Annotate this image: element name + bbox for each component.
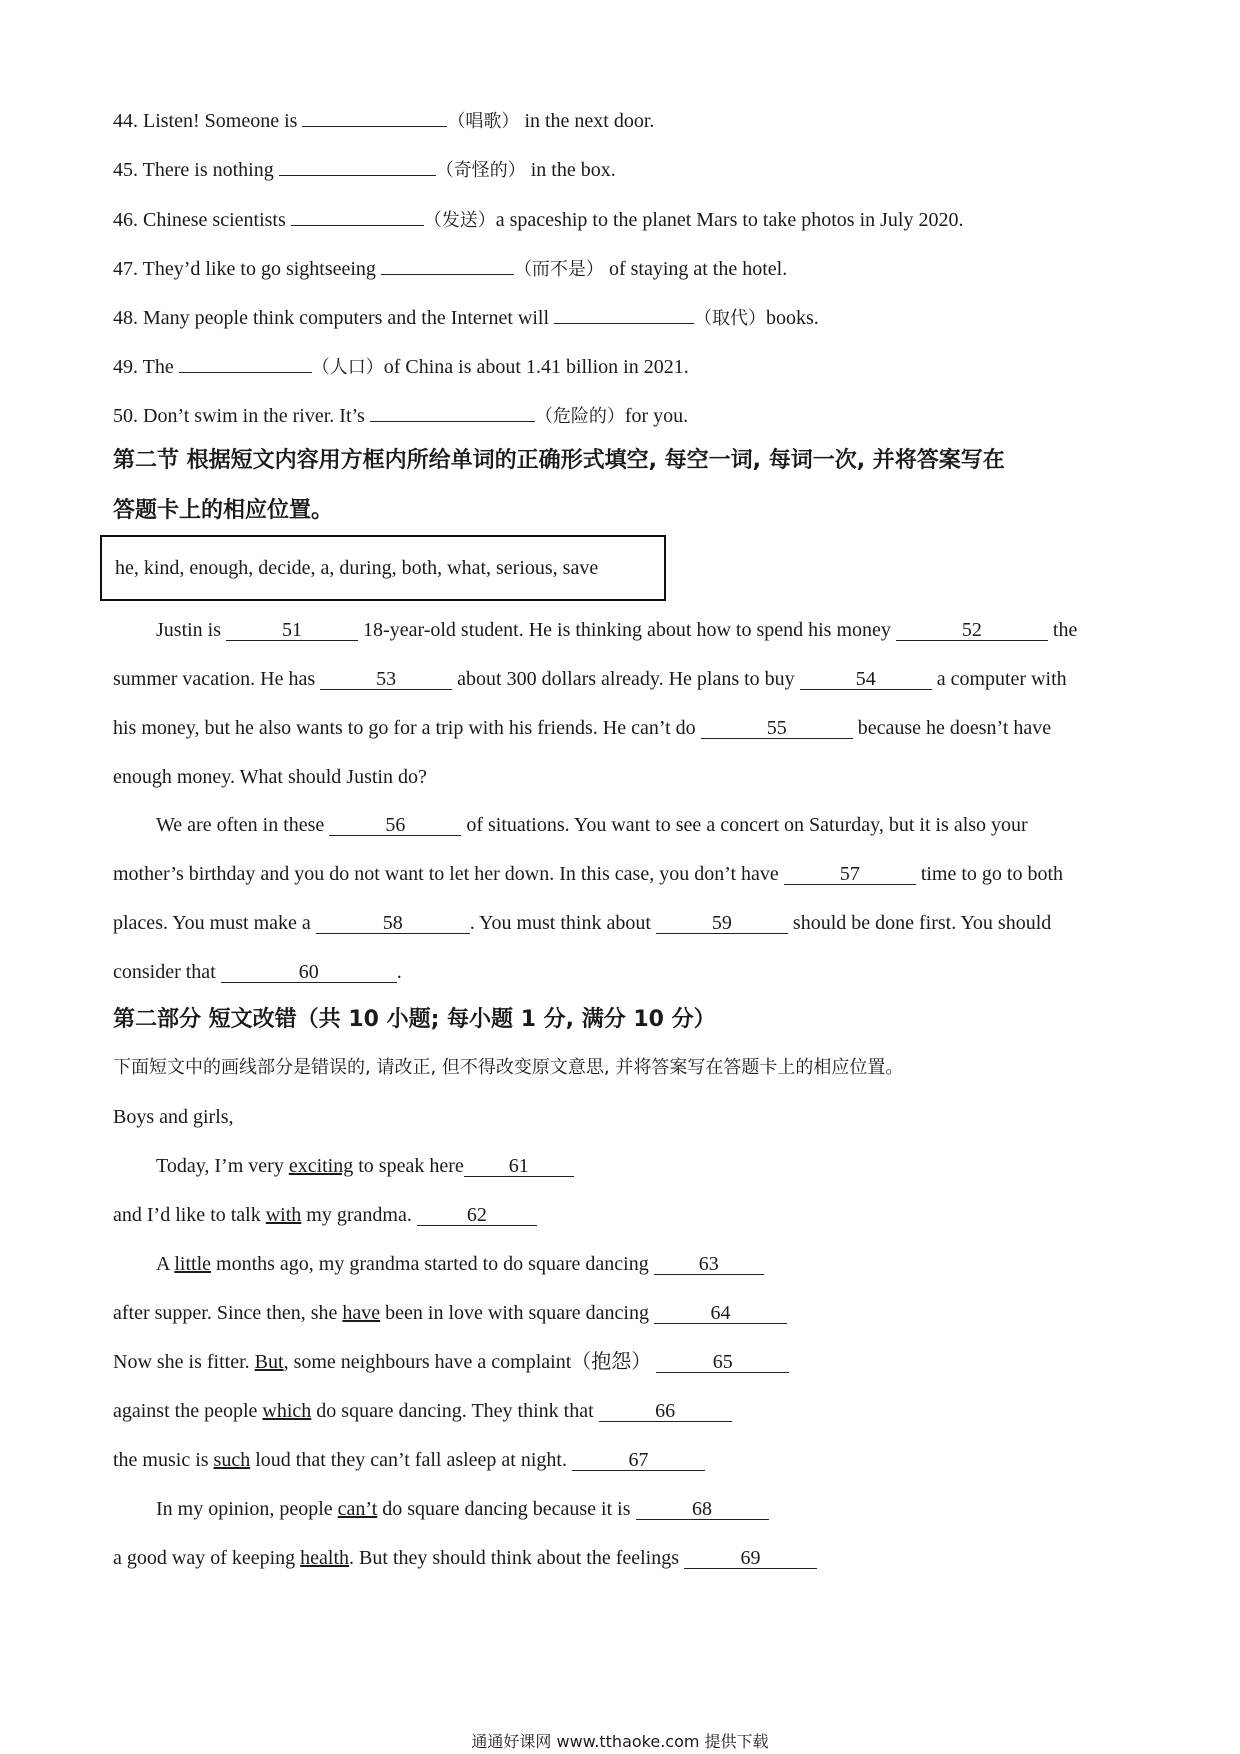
passage-line: summer vacation. He has 53 about 300 dollars already. He plans to buy 54 a computer with: [113, 668, 1067, 690]
question-47: 47. They’d like to go sightseeing （而不是） of staying at the hotel.: [113, 254, 787, 282]
correction-line-63: A little months ago, my grandma started to do square dancing 63: [156, 1252, 764, 1276]
passage-line: consider that 60 .: [113, 961, 402, 983]
answer-blank-68[interactable]: 68: [636, 1499, 769, 1520]
correction-line-65: Now she is fitter. But, some neighbours have a complaint（抱怨） 65: [113, 1350, 789, 1374]
word-box: [100, 535, 666, 601]
passage-line: places. You must make a 58 . You must think about 59 should be done first. You should: [113, 912, 1052, 934]
answer-blank-55[interactable]: 55: [701, 718, 853, 739]
passage-line: enough money. What should Justin do?: [113, 766, 427, 788]
passage-line: mother’s birthday and you do not want to let her down. In this case, you don’t have 57 time to go to both: [113, 863, 1064, 885]
question-49: 49. The （人口）of China is about 1.41 billion in 2021.: [113, 352, 689, 380]
answer-blank-54[interactable]: 54: [800, 669, 932, 690]
underlined-error: with: [265, 1204, 302, 1226]
answer-blank-57[interactable]: 57: [784, 864, 916, 885]
correction-line-62: and I’d like to talk with my grandma. 62: [113, 1203, 537, 1227]
underlined-error: exciting: [288, 1155, 354, 1177]
answer-blank-52[interactable]: 52: [896, 620, 1048, 641]
underlined-error: such: [213, 1449, 251, 1471]
answer-blank-62[interactable]: 62: [417, 1205, 537, 1226]
part-2-heading: 第二部分 短文改错（共 10 小题; 每小题 1 分, 满分 10 分）: [113, 1007, 716, 1032]
underlined-error: But: [254, 1351, 284, 1373]
answer-blank-51[interactable]: 51: [226, 620, 358, 641]
answer-blank-49[interactable]: [179, 352, 312, 373]
correction-line-69: a good way of keeping health. But they should think about the feelings 69: [113, 1546, 817, 1570]
answer-blank-47[interactable]: [381, 254, 514, 275]
answer-blank-65[interactable]: 65: [656, 1352, 789, 1373]
answer-blank-64[interactable]: 64: [654, 1303, 787, 1324]
answer-blank-56[interactable]: 56: [329, 815, 461, 836]
page-footer: 通通好课网 www.tthaoke.com 提供下载: [471, 1732, 769, 1751]
underlined-error: can’t: [337, 1498, 378, 1520]
correction-line-61: Today, I’m very exciting to speak here 61: [156, 1154, 574, 1178]
answer-blank-48[interactable]: [554, 303, 694, 324]
answer-blank-46[interactable]: [291, 205, 424, 226]
answer-blank-66[interactable]: 66: [599, 1401, 732, 1422]
word-list: he, kind, enough, decide, a, during, both, what, serious, save: [115, 557, 599, 579]
answer-blank-67[interactable]: 67: [572, 1450, 705, 1471]
correction-line-68: In my opinion, people can’t do square dancing because it is 68: [156, 1497, 769, 1521]
answer-blank-45[interactable]: [279, 155, 436, 176]
answer-blank-61[interactable]: 61: [464, 1156, 574, 1177]
answer-blank-50[interactable]: [370, 401, 535, 422]
underlined-error: have: [342, 1302, 381, 1324]
answer-blank-63[interactable]: 63: [654, 1254, 764, 1275]
section-2-heading: 第二节 根据短文内容用方框内所给单词的正确形式填空, 每空一词, 每词一次, 并将答案写在: [113, 448, 1005, 473]
underlined-error: health: [300, 1547, 350, 1569]
question-44: 44. Listen! Someone is （唱歌） in the next door.: [113, 106, 654, 134]
answer-blank-53[interactable]: 53: [320, 669, 452, 690]
passage-line: his money, but he also wants to go for a trip with his friends. He can’t do 55 because he doesn’t have: [113, 717, 1052, 739]
question-48: 48. Many people think computers and the Internet will （取代）books.: [113, 303, 819, 331]
question-46: 46. Chinese scientists （发送）a spaceship to the planet Mars to take photos in July 2020.: [113, 205, 963, 233]
question-45: 45. There is nothing （奇怪的） in the box.: [113, 155, 616, 183]
answer-blank-58[interactable]: 58: [316, 913, 470, 934]
passage-line: Justin is 51 18-year-old student. He is thinking about how to spend his money 52 the: [156, 619, 1078, 641]
correction-line-67: the music is such loud that they can’t fall asleep at night. 67: [113, 1448, 705, 1472]
part-2-instruction: 下面短文中的画线部分是错误的, 请改正, 但不得改变原文意思, 并将答案写在答题卡上的相应位置。: [113, 1057, 904, 1078]
passage-line: We are often in these 56 of situations. You want to see a concert on Saturday, but it is also your: [156, 814, 1028, 836]
answer-blank-59[interactable]: 59: [656, 913, 788, 934]
answer-blank-69[interactable]: 69: [684, 1548, 817, 1569]
correction-line-66: against the people which do square dancing. They think that 66: [113, 1399, 732, 1423]
underlined-error: which: [262, 1400, 312, 1422]
answer-blank-60[interactable]: 60: [221, 962, 397, 983]
section-2-heading-cont: 答题卡上的相应位置。: [113, 498, 334, 523]
underlined-error: little: [174, 1253, 212, 1275]
answer-blank-44[interactable]: [302, 106, 447, 127]
greeting: Boys and girls,: [113, 1106, 234, 1128]
correction-line-64: after supper. Since then, she have been in love with square dancing 64: [113, 1301, 787, 1325]
question-50: 50. Don’t swim in the river. It’s （危险的）for you.: [113, 401, 688, 429]
